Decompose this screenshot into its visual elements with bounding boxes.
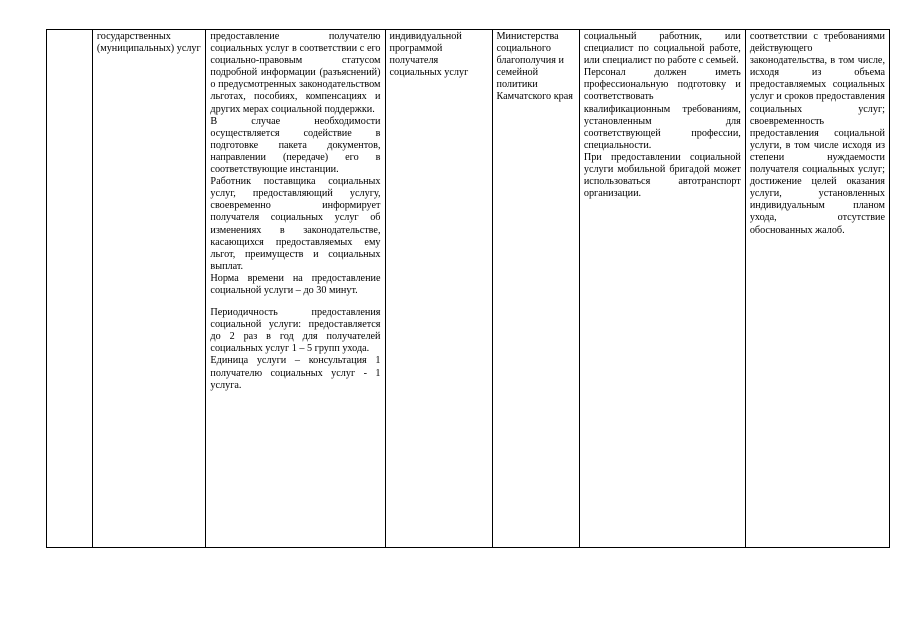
cell-ministry [492,30,579,548]
description-paragraph-1: предоставление получателю социальных услуг в соответствии с его социально-правовым статусом подробной информации (разъяснений) о предусмотренных законодательством льготах, пособиях, компенсациях и других мерах социальной поддержки. [210,31,381,115]
cell-service-description [206,30,385,548]
service-name-text: государственных (муниципальных) услуг [96,31,201,55]
paragraph-gap [210,297,380,307]
cell-personnel [579,30,745,548]
cell-quality-criteria [745,30,889,548]
cell-program [385,30,492,548]
description-paragraph-2: В случае необходимости осуществляется содействие в подготовке пакета документов, направлении (передаче) его в соответствующие инстанции. [210,115,381,176]
description-paragraph-4: Норма времени на предоставление социальной услуги – до 30 минут. [210,272,381,296]
description-paragraph-5: Периодичность предоставления социальной услуги: предоставляется до 2 раз в год для получателей социальных услуг 1 – 5 групп ухода. [210,307,381,355]
personnel-paragraph-2: Персонал должен иметь профессиональную подготовку и соответствовать квалификационным требованиям, установленным для соответствующей профессии, специальности. [583,67,741,151]
services-table [46,29,890,548]
quality-criteria-text: соответствии с требованиями действующего законодательства, в том числе, исходя из объема предоставляемых социальных услуг и сроков предоставления социальных услуг; своевременность предоставления социальной услуги, в том числе исходя из степени нуждаемости получателя социальных услуг; достижение целей оказания услуги, установленных индивидуальным планом ухода, отсутствие обоснованных жалоб. [749,31,885,236]
description-paragraph-6: Единица услуги – консультация 1 получателю социальных услуг - 1 услуга. [210,355,381,391]
program-text: индивидуальной программой получателя социальных услуг [389,31,469,79]
description-paragraph-3: Работник поставщика социальных услуг, предоставляющий услугу, своевременно информирует получателя социальных услуг об изменениях в законодательстве, касающихся предоставляемых ему льгот, преимуществ и социальных выплат. [210,176,381,272]
ministry-text: Министерства социального благополучия и семейной политики Камчатского края [496,31,573,103]
personnel-paragraph-3: При предоставлении социальной услуги мобильной бригадой может использоваться автотранспорт организации. [583,151,741,200]
cell-number [47,30,93,548]
cell-service-name [92,30,206,548]
table-row [47,30,890,548]
personnel-paragraph-1: социальный работник, или специалист по социальной работе, или специалист по работе с семьей. [583,31,741,67]
